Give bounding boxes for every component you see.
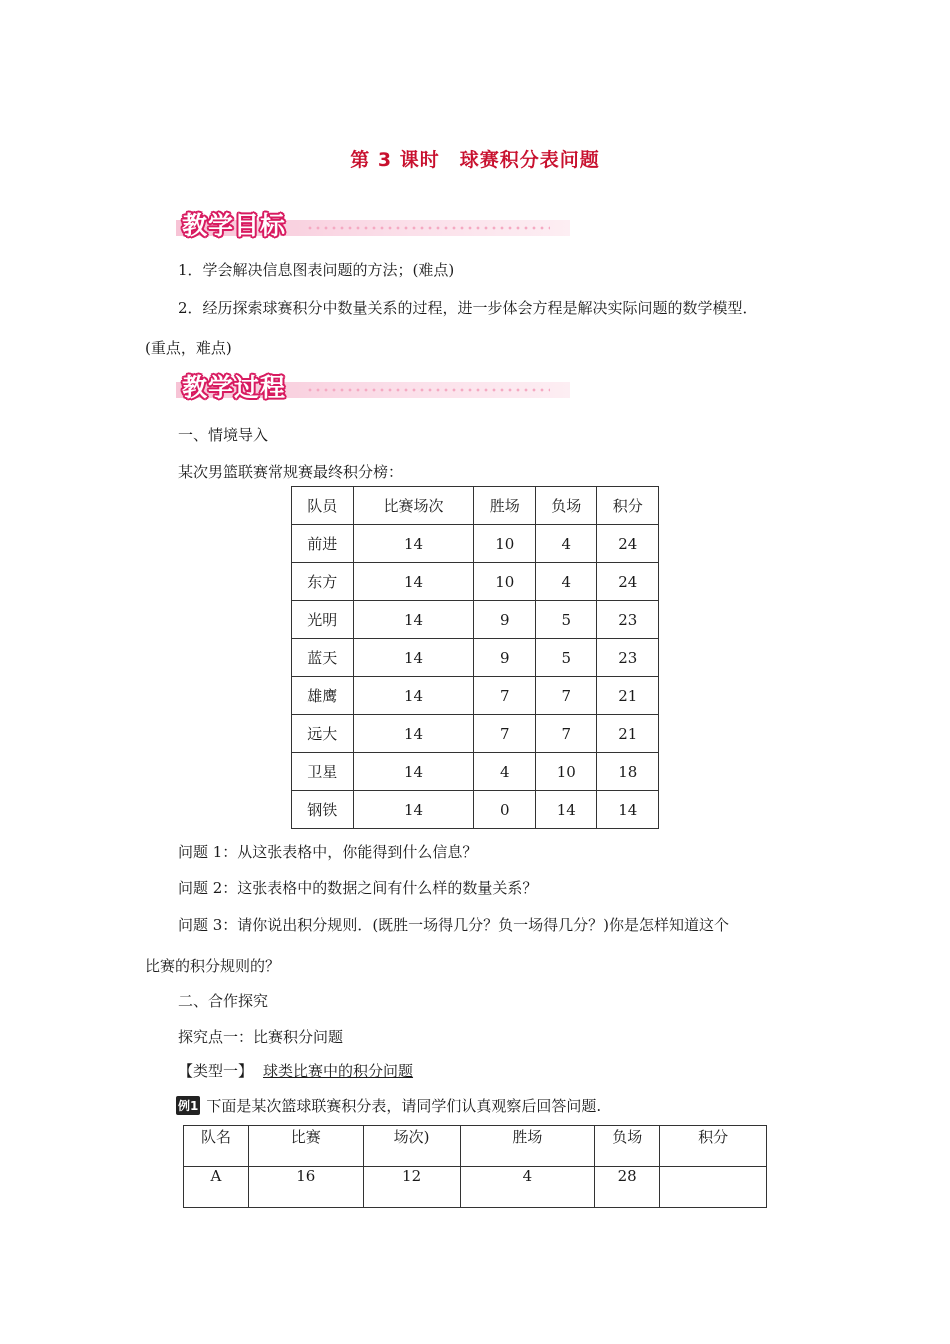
- table-row: [292, 639, 659, 677]
- games-cell: 14: [353, 639, 474, 677]
- header-cell: 积分: [597, 487, 659, 525]
- value-cell: [660, 1167, 767, 1208]
- value-cell: 16: [248, 1167, 363, 1208]
- header-cell: 胜场: [474, 487, 536, 525]
- losses-cell: 5: [535, 639, 597, 677]
- header-cell: 场次): [363, 1126, 460, 1167]
- losses-cell: 4: [535, 563, 597, 601]
- table-row: [292, 525, 659, 563]
- team-cell: 远大: [292, 715, 354, 753]
- value-cell: 4: [460, 1167, 595, 1208]
- games-cell: 14: [353, 753, 474, 791]
- losses-cell: 7: [535, 715, 597, 753]
- games-cell: 14: [353, 677, 474, 715]
- table-row: [292, 791, 659, 829]
- points-cell: 14: [597, 791, 659, 829]
- header-cell: 负场: [535, 487, 597, 525]
- header-cell: 负场: [595, 1126, 660, 1167]
- table-header-row: [184, 1126, 767, 1167]
- question-3-cont: 比赛的积分规则的？: [145, 957, 281, 975]
- value-cell: 12: [363, 1167, 460, 1208]
- table-row: [292, 601, 659, 639]
- section-heading: 一、情境导入: [178, 426, 269, 444]
- explore-point: 探究点一：比赛积分问题: [178, 1028, 344, 1046]
- team-cell: 光明: [292, 601, 354, 639]
- wins-cell: 0: [474, 791, 536, 829]
- page-title: 第 3 课时 球赛积分表问题: [350, 149, 600, 171]
- wins-cell: 9: [474, 639, 536, 677]
- table-header-row: [292, 487, 659, 525]
- points-cell: 24: [597, 563, 659, 601]
- games-cell: 14: [353, 525, 474, 563]
- goal-item-1: 1．学会解决信息图表问题的方法；(难点): [178, 261, 455, 279]
- wins-cell: 7: [474, 677, 536, 715]
- points-cell: 24: [597, 525, 659, 563]
- banner-label: 教学过程: [182, 373, 287, 402]
- type-heading: [178, 1060, 413, 1081]
- points-cell: 23: [597, 639, 659, 677]
- header-cell: 队名: [184, 1126, 249, 1167]
- process-banner: [176, 368, 570, 400]
- wins-cell: 10: [474, 563, 536, 601]
- games-cell: 14: [353, 601, 474, 639]
- team-cell: 雄鹰: [292, 677, 354, 715]
- team-cell: 前进: [292, 525, 354, 563]
- team-cell: 蓝天: [292, 639, 354, 677]
- games-cell: 14: [353, 715, 474, 753]
- team-cell: 卫星: [292, 753, 354, 791]
- losses-cell: 5: [535, 601, 597, 639]
- goal-item-2-cont: (重点，难点): [145, 339, 232, 357]
- wins-cell: 9: [474, 601, 536, 639]
- losses-cell: 4: [535, 525, 597, 563]
- table-row: [292, 563, 659, 601]
- header-cell: 胜场: [460, 1126, 595, 1167]
- example-line: [176, 1095, 601, 1116]
- type-tag: 【类型一】: [178, 1062, 254, 1080]
- type-name: 球类比赛中的积分问题: [263, 1062, 414, 1080]
- team-cell: A: [184, 1167, 249, 1208]
- value-cell: 28: [595, 1167, 660, 1208]
- team-cell: 东方: [292, 563, 354, 601]
- losses-cell: 7: [535, 677, 597, 715]
- intro-text: 某次男篮联赛常规赛最终积分榜：: [178, 463, 404, 481]
- header-cell: 积分: [660, 1126, 767, 1167]
- header-cell: 队员: [292, 487, 354, 525]
- points-cell: 18: [597, 753, 659, 791]
- wins-cell: 4: [474, 753, 536, 791]
- games-cell: 14: [353, 791, 474, 829]
- points-cell: 21: [597, 715, 659, 753]
- table-row: [292, 715, 659, 753]
- example-badge: 例1: [176, 1096, 200, 1115]
- banner-dots: [306, 226, 550, 230]
- header-cell: 比赛场次: [353, 487, 474, 525]
- games-cell: 14: [353, 563, 474, 601]
- standings-table: [291, 486, 659, 829]
- points-cell: 21: [597, 677, 659, 715]
- question-3: 问题 3：请你说出积分规则．(既胜一场得几分？负一场得几分？)你是怎样知道这个: [178, 916, 730, 934]
- table-row: [292, 753, 659, 791]
- question-1: 问题 1：从这张表格中，你能得到什么信息？: [178, 843, 478, 861]
- table-row: [292, 677, 659, 715]
- losses-cell: 10: [535, 753, 597, 791]
- wins-cell: 10: [474, 525, 536, 563]
- table-row: [184, 1167, 767, 1208]
- wins-cell: 7: [474, 715, 536, 753]
- goal-item-2: 2．经历探索球赛积分中数量关系的过程，进一步体会方程是解决实际问题的数学模型．: [178, 299, 758, 317]
- example-text: 下面是某次篮球联赛积分表，请同学们认真观察后回答问题.: [206, 1097, 602, 1115]
- losses-cell: 14: [535, 791, 597, 829]
- team-cell: 钢铁: [292, 791, 354, 829]
- header-cell: 比赛: [248, 1126, 363, 1167]
- scores-table: [183, 1125, 767, 1208]
- goals-banner: [176, 206, 570, 238]
- points-cell: 23: [597, 601, 659, 639]
- banner-dots: [306, 388, 550, 392]
- question-2: 问题 2：这张表格中的数据之间有什么样的数量关系？: [178, 879, 538, 897]
- banner-label: 教学目标: [182, 211, 287, 240]
- section-heading: 二、合作探究: [178, 992, 269, 1010]
